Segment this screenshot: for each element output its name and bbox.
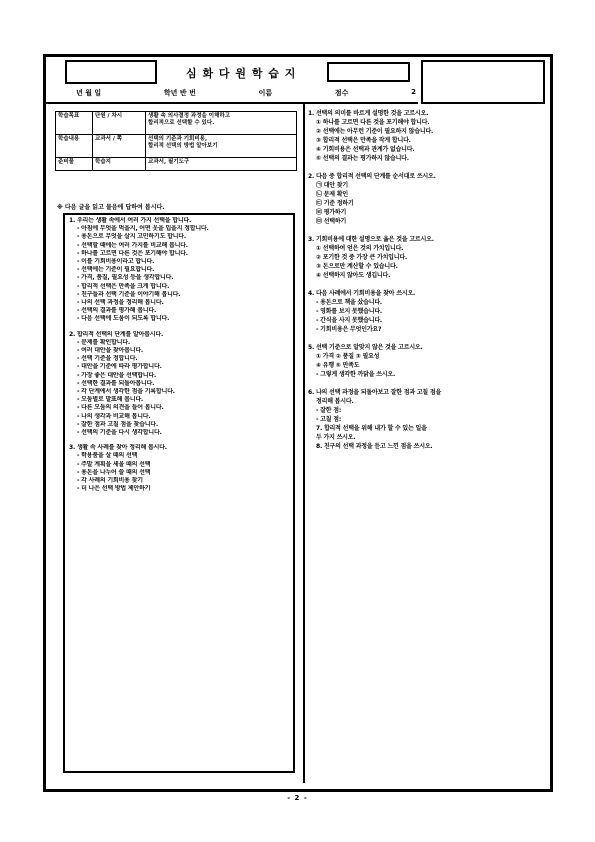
passage-line: - 나의 선택 과정을 정리해 봅니다. bbox=[77, 299, 164, 307]
info-desc-line: 합리적으로 선택할 수 있다. bbox=[148, 120, 215, 126]
question-option: ② 포기한 것 중 가장 큰 가치입니다. bbox=[316, 254, 408, 261]
passage-section bbox=[69, 444, 289, 493]
passage-line: - 다른 모둠의 의견을 들어 봅니다. bbox=[77, 404, 164, 412]
page-number: 2 bbox=[411, 88, 416, 96]
question-option: 두 가지 쓰시오. bbox=[316, 434, 356, 441]
info-row bbox=[56, 158, 297, 171]
meta-score: 점수 bbox=[334, 89, 349, 97]
header-left-box bbox=[65, 60, 157, 84]
passage-line: - 아침에 무엇을 먹을지, 어떤 옷을 입을지 정합니다. bbox=[77, 225, 209, 233]
meta-name: 이름 bbox=[258, 89, 273, 97]
column-divider bbox=[303, 104, 305, 783]
question-option: 8. 친구의 선택 과정을 듣고 느낀 점을 쓰시오. bbox=[316, 443, 433, 450]
question-text: 5. 선택 기준으로 알맞지 않은 것을 고르시오. bbox=[308, 344, 423, 351]
question-text: 1. 선택의 의미를 바르게 설명한 것을 고르시오. bbox=[308, 110, 429, 117]
question-option: ㉡ 문제 확인 bbox=[316, 191, 348, 198]
info-value: 단원 / 차시 bbox=[93, 112, 146, 135]
question-option: ③ 합리적 선택은 만족을 작게 합니다. bbox=[316, 137, 411, 144]
question-option: ① 선택하여 얻은 것의 가치입니다. bbox=[316, 245, 404, 252]
info-value: 교과서 / 쪽 bbox=[93, 135, 146, 158]
passage-line: - 선택의 결과를 평가해 봅니다. bbox=[77, 307, 157, 315]
meta-class: 학년 반 번 bbox=[163, 89, 196, 97]
question-text: 3. 기회비용에 대한 설명으로 옳은 것을 고르시오. bbox=[308, 236, 434, 243]
reading-passage-box bbox=[63, 213, 295, 773]
info-label: 준비물 bbox=[56, 158, 93, 171]
question-block bbox=[308, 109, 550, 163]
question-option: 정리해 봅시다. bbox=[316, 398, 354, 405]
passage-line: - 문제를 확인합니다. bbox=[77, 338, 130, 346]
question-option: - 그렇게 생각한 까닭을 쓰시오. bbox=[316, 371, 396, 378]
passage-line: - 가장 좋은 대안을 선택합니다. bbox=[77, 371, 157, 379]
question-option: 7. 합리적 선택을 위해 내가 할 수 있는 일을 bbox=[316, 425, 427, 432]
passage-line: - 선택할 때에는 여러 가지를 비교해 봅니다. bbox=[77, 241, 188, 249]
info-desc bbox=[146, 135, 297, 158]
question-text: 4. 다음 사례에서 기회비용을 찾아 쓰시오. bbox=[308, 290, 416, 297]
info-value: 학습지 bbox=[93, 158, 146, 171]
info-label: 학습목표 bbox=[56, 112, 93, 135]
passage-line: - 선택한 결과를 되돌아봅니다. bbox=[77, 379, 155, 387]
question-option: ④ 선택하지 않아도 생깁니다. bbox=[316, 272, 391, 279]
question-column bbox=[308, 109, 550, 779]
question-option: ㉠ 대안 찾기 bbox=[316, 182, 348, 189]
header-divider bbox=[46, 102, 418, 104]
passage-line: - 더 나은 선택 방법 제안하기 bbox=[77, 485, 151, 493]
question-option: ⑤ 선택의 결과는 평가하지 않습니다. bbox=[316, 155, 409, 162]
question-option: ① 가격 ② 품질 ③ 필요성 bbox=[316, 353, 380, 360]
question-option: - 영화를 보지 못했습니다. bbox=[316, 308, 382, 315]
question-block bbox=[308, 343, 550, 379]
info-desc bbox=[146, 112, 297, 135]
question-option: - 잘한 점: bbox=[316, 407, 342, 414]
question-option: ④ 기회비용은 선택과 관계가 없습니다. bbox=[316, 146, 415, 153]
passage-line: - 대안을 기준에 따라 평가합니다. bbox=[77, 363, 162, 371]
question-text: 6. 나의 선택 과정을 되돌아보고 잘한 점과 고칠 점을 bbox=[308, 389, 442, 396]
section-heading: 1. 우리는 생활 속에서 여러 가지 선택을 합니다. bbox=[69, 217, 192, 224]
worksheet-frame bbox=[43, 54, 553, 792]
question-option: ㉣ 평가하기 bbox=[316, 209, 347, 216]
passage-line: - 합리적 선택은 만족을 크게 합니다. bbox=[77, 282, 170, 290]
question-block bbox=[308, 172, 550, 226]
passage-line: - 주말 계획을 세울 때의 선택 bbox=[77, 460, 151, 468]
info-row bbox=[56, 135, 297, 158]
passage-line: - 친구들과 선택 기준을 이야기해 봅니다. bbox=[77, 290, 181, 298]
info-row bbox=[56, 112, 297, 135]
question-option: ④ 유행 ⑤ 만족도 bbox=[316, 362, 360, 369]
info-desc-line: 생활 속 의사결정 과정을 이해하고 bbox=[148, 113, 231, 119]
question-option: ③ 돈으로만 계산할 수 있습니다. bbox=[316, 263, 398, 270]
passage-line: - 여러 대안을 찾아봅니다. bbox=[77, 347, 143, 355]
question-option: - 고칠 점: bbox=[316, 416, 342, 423]
passage-line: - 선택에는 기준이 필요합니다. bbox=[77, 266, 155, 274]
passage-line: - 학용품을 살 때의 선택 bbox=[77, 452, 138, 460]
passage-line: - 용돈을 나누어 쓸 때의 선택 bbox=[77, 468, 151, 476]
worksheet-title: 심 화 다 원 학 습 지 bbox=[186, 67, 297, 80]
question-option: - 간식을 사지 못했습니다. bbox=[316, 317, 382, 324]
instruction-note: ※ 다음 글을 읽고 물음에 답하여 봅시다. bbox=[57, 204, 165, 211]
passage-line: - 선택 기준을 정합니다. bbox=[77, 355, 138, 363]
passage-line: - 이를 기회비용이라고 합니다. bbox=[77, 258, 155, 266]
info-desc-line: 선택의 기준과 기회비용, bbox=[148, 136, 208, 142]
header-meta bbox=[76, 88, 416, 98]
passage-line: - 용돈으로 무엇을 살지 고민하기도 합니다. bbox=[77, 233, 186, 241]
lesson-info-table bbox=[55, 111, 297, 171]
section-heading: 3. 생활 속 사례를 찾아 정리해 봅시다. bbox=[69, 444, 167, 452]
passage-line: - 나의 생각과 비교해 봅니다. bbox=[77, 412, 151, 420]
passage-section bbox=[69, 217, 289, 324]
question-option: ② 선택에는 아무런 기준이 필요하지 않습니다. bbox=[316, 128, 434, 135]
header-score-box bbox=[421, 60, 545, 104]
meta-date: 년 월 일 bbox=[76, 89, 102, 97]
info-desc-line: 합리적 선택의 방법 알아보기 bbox=[148, 143, 218, 149]
question-option: ① 하나를 고르면 다른 것을 포기해야 합니다. bbox=[316, 119, 430, 126]
passage-line: - 각 사례의 기회비용 찾기 bbox=[77, 477, 143, 485]
page-footer: - 2 - bbox=[287, 794, 308, 802]
section-heading: 2. 합리적 선택의 단계를 알아봅시다. bbox=[69, 330, 164, 338]
passage-line: - 잘한 점과 고칠 점을 찾습니다. bbox=[77, 420, 158, 428]
passage-section bbox=[69, 331, 289, 438]
question-text: 2. 다음 중 합리적 선택의 단계를 순서대로 쓰시오. bbox=[308, 173, 436, 180]
header-name-box bbox=[327, 62, 410, 82]
question-option: ㉤ 선택하기 bbox=[316, 218, 347, 225]
passage-line: - 다음 선택에 도움이 되도록 합니다. bbox=[77, 315, 170, 323]
info-desc-line: 교과서, 필기도구 bbox=[148, 159, 190, 165]
passage-line: - 가격, 품질, 필요성 등을 생각합니다. bbox=[77, 274, 174, 282]
passage-line: - 선택의 기준을 다시 생각합니다. bbox=[77, 429, 162, 437]
question-block bbox=[308, 235, 550, 280]
question-option: - 용돈으로 책을 샀습니다. bbox=[316, 299, 382, 306]
question-option: - 기회비용은 무엇인가요? bbox=[316, 326, 382, 333]
question-option: ㉢ 기준 정하기 bbox=[316, 200, 354, 207]
passage-line: - 하나를 고르면 다른 것은 포기해야 합니다. bbox=[77, 249, 188, 257]
passage-line: - 각 단계에서 생각한 점을 기록합니다. bbox=[77, 388, 175, 396]
info-label: 학습내용 bbox=[56, 135, 93, 158]
question-block bbox=[308, 289, 550, 334]
question-block bbox=[308, 388, 550, 451]
passage-line: - 모둠별로 발표해 봅니다. bbox=[77, 396, 143, 404]
info-desc bbox=[146, 158, 297, 171]
